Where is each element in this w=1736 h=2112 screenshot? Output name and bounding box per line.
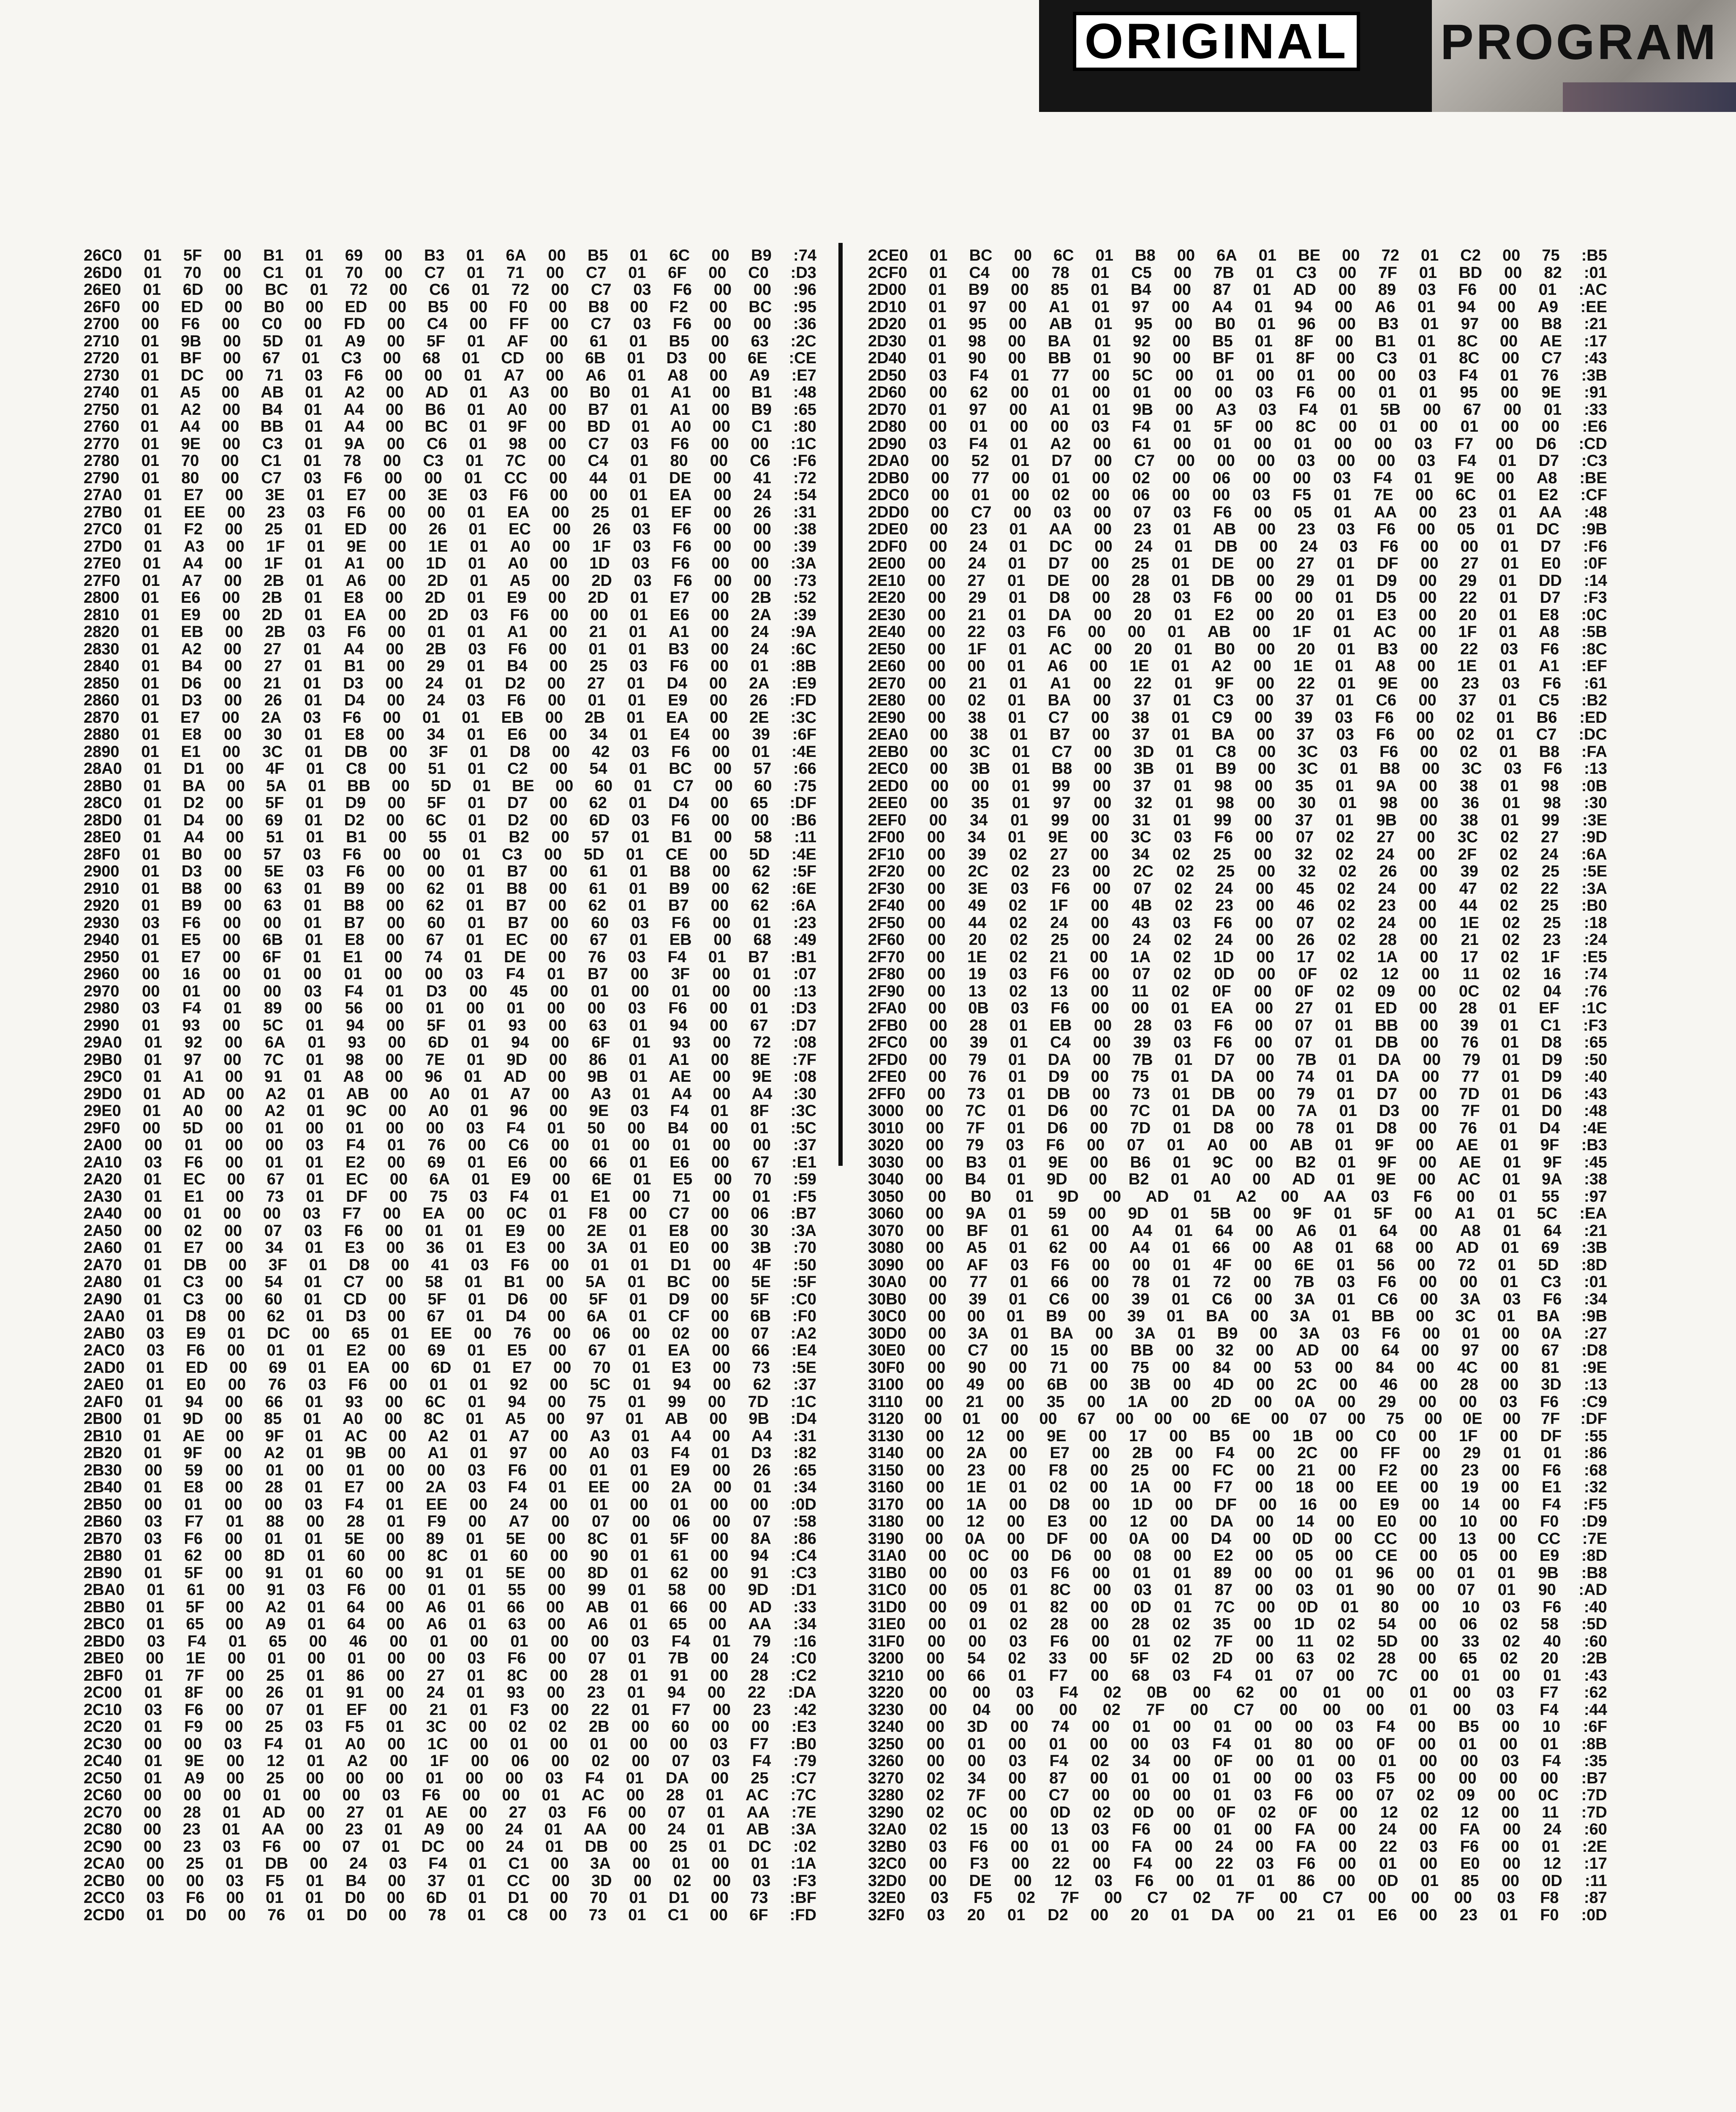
hex-row: 29C0 01 A1 00 91 01 A8 00 96 01 AD 00 9B 01 AE 00 9E :08: [84, 1068, 816, 1086]
hex-row: 2EB0 00 3C 01 C7 00 3D 01 C8 00 3C 03 F6 00 02 01 B8 :FA: [868, 743, 1607, 761]
hex-row: 2E60 00 00 01 A6 00 1E 01 A2 00 1E 01 A8 00 1E 01 A1 :EF: [868, 657, 1607, 675]
hex-row: 2E40 00 22 03 F6 00 00 01 AB 00 1F 01 AC 00 1F 01 A8 :5B: [868, 623, 1607, 641]
hex-row: 2790 01 80 00 C7 03 F6 00 00 01 CC 00 44 01 DE 00 41 :72: [84, 469, 816, 487]
original-label-box: [1073, 12, 1360, 71]
hex-row: 2B50 00 01 00 00 03 F4 01 EE 00 24 00 01 00 01 00 00 :0D: [84, 1495, 816, 1513]
hex-row: 2CF0 01 C4 00 78 01 C5 00 7B 01 C3 00 7F 01 BD 00 82 :01: [868, 264, 1607, 282]
hex-row: 2B60 03 F7 01 88 00 28 01 F9 00 A7 00 07 00 06 00 07 :58: [84, 1513, 816, 1530]
hex-row: 2A70 01 DB 00 3F 01 D8 00 41 03 F6 00 01 01 D1 00 4F :50: [84, 1256, 816, 1274]
hex-row: 2810 01 E9 00 2D 01 EA 00 2D 03 F6 00 00 01 E6 00 2A :39: [84, 606, 816, 624]
hex-row: 2FE0 00 76 01 D9 00 75 01 DA 00 74 01 DA 00 77 01 D9 :40: [868, 1068, 1607, 1086]
hex-row: 2F10 00 39 02 27 00 34 02 25 00 32 02 24 00 2F 02 24 :6A: [868, 845, 1607, 863]
hex-row: 2D50 03 F4 01 77 00 5C 00 01 00 01 00 00 03 F4 01 76 :3B: [868, 366, 1607, 384]
hex-row: 31B0 00 00 03 F6 00 01 01 89 00 00 01 96 00 01 01 9B :B8: [868, 1564, 1607, 1582]
hex-row: 2CE0 01 BC 00 6C 01 B8 00 6A 01 BE 00 72 01 C2 00 75 :B5: [868, 247, 1607, 264]
hex-row: 2AA0 01 D8 00 62 01 D3 00 67 01 D4 00 6A 01 CF 00 6B :F0: [84, 1307, 816, 1325]
hex-row: 2880 01 E8 00 30 01 E8 00 34 01 E6 00 34 01 E4 00 39 :6F: [84, 726, 816, 743]
hex-row: 28C0 01 D2 00 5F 01 D9 00 5F 01 D7 00 62 01 D4 00 65 :DF: [84, 794, 816, 812]
hex-row: 2E50 00 1F 01 AC 00 20 01 B0 00 20 01 B3 00 22 03 F6 :8C: [868, 640, 1607, 658]
hex-row: 2FB0 00 28 01 EB 00 28 03 F6 00 07 01 BB 00 39 01 C1 :F3: [868, 1016, 1607, 1034]
hex-row: 2F40 00 49 02 1F 00 4B 02 23 00 46 02 23 00 44 02 25 :B0: [868, 897, 1607, 914]
hex-row: 3040 00 B4 01 9D 00 B2 01 A0 00 AD 01 9E 00 AC 01 9A :38: [868, 1170, 1607, 1188]
hex-row: 2F30 00 3E 03 F6 00 07 02 24 00 45 02 24 00 47 02 22 :3A: [868, 879, 1607, 898]
hex-row: 2F80 00 19 03 F6 00 07 02 0D 00 0F 02 12 00 11 02 16 :74: [868, 965, 1607, 983]
hex-row: 3000 00 7C 01 D6 00 7C 01 DA 00 7A 01 D3 00 7F 01 D0 :48: [868, 1102, 1607, 1120]
hex-row: 2EF0 00 34 01 99 00 31 01 99 00 37 01 9B 00 38 01 99 :3E: [868, 811, 1607, 829]
hex-row: 2750 01 A2 00 B4 01 A4 00 B6 01 A0 00 B7 01 A1 00 B9 :65: [84, 400, 816, 419]
original-label: ORIGINAL: [1084, 14, 1349, 69]
hex-row: 3150 00 23 00 F8 00 25 00 FC 00 21 00 F2 00 23 00 F6 :68: [868, 1461, 1607, 1479]
hex-row: 3170 00 1A 00 D8 00 1D 00 DF 00 16 00 E9 00 14 00 F4 :F5: [868, 1495, 1607, 1513]
hex-row: 26F0 00 ED 00 B0 00 ED 00 B5 00 F0 00 B8 00 F2 00 BC :95: [84, 298, 816, 316]
hex-row: 2A50 00 02 00 07 03 F6 00 01 01 E9 00 2E 01 E8 00 30 :3A: [84, 1222, 816, 1240]
hex-row: 2DC0 00 01 00 02 00 06 00 00 03 F5 01 7E 00 6C 01 E2 :CF: [868, 486, 1607, 504]
hex-row: 2EA0 00 38 01 B7 00 37 01 BA 00 37 03 F6 00 02 01 C7 :DC: [868, 726, 1607, 743]
hex-row: 2940 01 E5 00 6B 01 E8 00 67 01 EC 00 67 01 EB 00 68 :49: [84, 931, 816, 949]
hex-row: 2E00 00 24 01 D7 00 25 01 DE 00 27 01 DF 00 27 01 E0 :0F: [868, 555, 1607, 572]
hex-row: 2710 01 9B 00 5D 01 A9 00 5F 01 AF 00 61 01 B5 00 63 :2C: [84, 332, 816, 350]
hex-row: 2AF0 01 94 00 66 01 93 00 6C 01 94 00 75 01 99 00 7D :1C: [84, 1393, 816, 1411]
hex-row: 2850 01 D6 00 21 01 D3 00 24 01 D2 00 27 01 D4 00 2A :E9: [84, 674, 816, 692]
hex-row: 2BB0 01 5F 00 A2 01 64 00 A6 01 66 00 AB 01 66 00 AD :33: [84, 1598, 816, 1616]
hex-row: 27C0 01 F2 00 25 01 ED 00 26 01 EC 00 26 03 F6 00 00 :38: [84, 520, 816, 538]
hex-row: 2820 01 EB 00 2B 03 F6 00 01 01 A1 00 21 01 A1 00 24 :9A: [84, 623, 816, 641]
hex-row: 30F0 00 90 00 71 00 75 00 84 00 53 00 84 00 4C 00 81 :9E: [868, 1358, 1607, 1377]
hex-row: 32E0 03 F5 02 7F 00 C7 02 7F 00 C7 00 00 00 03 F8 :87: [868, 1889, 1607, 1907]
hex-row: 2DA0 00 52 01 D7 00 C7 00 00 00 03 00 00 03 F4 01 D7 :C3: [868, 452, 1607, 470]
hex-row: 2830 01 A2 00 27 01 A4 00 2B 03 F6 00 01 01 B3 00 24 :6C: [84, 640, 816, 658]
hex-row: 3240 00 3D 00 74 00 01 00 01 00 00 03 F4 00 B5 00 10 :6F: [868, 1718, 1607, 1736]
hex-row: 2780 01 70 00 C1 01 78 00 C3 01 7C 00 C4 01 80 00 C6 :F6: [84, 452, 816, 470]
hex-row: 2F60 00 20 02 25 00 24 02 24 00 26 02 28 00 21 02 23 :24: [868, 931, 1607, 949]
hex-row: 2D70 01 97 00 A1 01 9B 00 A3 03 F4 01 5B 00 67 00 01 :33: [868, 400, 1607, 419]
hex-row: 32F0 03 20 01 D2 00 20 01 DA 00 21 01 E6 00 23 01 F0 :0D: [868, 1906, 1607, 1924]
hex-row: 2F20 00 2C 02 23 00 2C 02 25 00 32 02 26 00 39 02 25 :5E: [868, 863, 1607, 880]
hex-row: 2EC0 00 3B 01 B8 00 3B 01 B9 00 3C 01 B8 00 3C 03 F6 :13: [868, 760, 1607, 778]
hex-row: 3070 00 BF 01 61 00 A4 01 64 00 A6 01 64 00 A8 01 64 :21: [868, 1222, 1607, 1240]
hex-listing-right-column: [868, 247, 1607, 1924]
hex-row: 3140 00 2A 00 E7 00 2B 00 F4 00 2C 00 FF 00 29 01 01 :86: [868, 1444, 1607, 1462]
hex-row: 2F90 00 13 02 13 00 11 02 0F 00 0F 02 09 00 0C 02 04 :76: [868, 982, 1607, 1000]
hex-row: 3190 00 0A 00 DF 00 0A 00 D4 00 0D 00 CC 00 13 00 CC :7E: [868, 1530, 1607, 1548]
hex-row: 2D40 01 90 00 BB 01 90 00 BF 01 8F 00 C3 01 8C 00 C7 :43: [868, 349, 1607, 367]
hex-row: 2CD0 01 D0 00 76 01 D0 00 78 01 C8 00 73 01 C1 00 6F :FD: [84, 1906, 816, 1924]
hex-row: 28E0 01 A4 00 51 01 B1 00 55 01 B2 00 57 01 B1 00 58 :11: [84, 828, 816, 846]
hex-row: 2C50 01 A9 00 25 00 00 00 01 00 00 03 F4 01 DA 00 25 :C7: [84, 1769, 816, 1787]
hex-row: 2E80 00 02 01 BA 00 37 01 C3 00 37 01 C6 00 37 01 C5 :B2: [868, 691, 1607, 709]
hex-row: 3100 00 49 00 6B 00 3B 00 4D 00 2C 00 46 00 28 00 3D :13: [868, 1376, 1607, 1393]
hex-row: 2ED0 00 00 01 99 00 37 01 98 00 35 01 9A 00 38 01 98 :0B: [868, 777, 1607, 795]
hex-row: 31D0 00 09 01 82 00 0D 01 7C 00 0D 01 80 00 10 03 F6 :40: [868, 1598, 1607, 1616]
hex-row: 2FC0 00 39 01 C4 00 39 03 F6 00 07 01 DB 00 76 01 D8 :65: [868, 1034, 1607, 1051]
hex-row: 2930 03 F6 00 00 01 B7 00 60 01 B7 00 60 03 F6 00 01 :23: [84, 914, 816, 932]
hex-row: 2910 01 B8 00 63 01 B9 00 62 01 B8 00 61 01 B9 00 62 :6E: [84, 879, 816, 898]
hex-row: 2C90 00 23 03 F6 00 07 01 DC 00 24 01 DB 00 25 01 DC :02: [84, 1837, 816, 1856]
hex-row: 31A0 00 0C 00 D6 00 08 00 E2 00 05 00 CE 00 05 00 E9 :8D: [868, 1547, 1607, 1565]
hex-row: 2FD0 00 79 01 DA 00 7B 01 D7 00 7B 01 DA 00 79 01 D9 :50: [868, 1051, 1607, 1069]
hex-row: 3270 02 34 00 87 00 01 00 01 00 00 03 F5 00 00 00 00 :B7: [868, 1769, 1607, 1787]
hex-row: 2DD0 00 C7 00 03 00 07 03 F6 00 05 01 AA 00 23 01 AA :48: [868, 503, 1607, 521]
hex-row: 3010 00 7F 01 D6 00 7D 01 D8 00 78 01 D8 00 76 01 D4 :4E: [868, 1119, 1607, 1137]
hex-row: 2C70 00 28 01 AD 00 27 01 AE 00 27 03 F6 00 07 01 AA :7E: [84, 1803, 816, 1821]
hex-row: 2A10 03 F6 00 01 01 E2 00 69 01 E6 00 66 01 E6 00 67 :E1: [84, 1153, 816, 1171]
hex-row: 2980 03 F4 01 89 00 56 00 01 00 01 00 00 03 F6 00 01 :D3: [84, 999, 816, 1017]
hex-row: 30C0 00 00 01 B9 00 39 01 BA 00 3A 01 BB 00 3C 01 BA :9B: [868, 1307, 1607, 1325]
hex-row: 30E0 00 C7 00 15 00 BB 00 32 00 AD 00 64 00 97 00 67 :D8: [868, 1342, 1607, 1359]
hex-row: 3220 00 00 03 F4 02 0B 00 62 00 01 00 01 00 03 F7 :62: [868, 1684, 1607, 1701]
hex-row: 2FA0 00 0B 03 F6 00 00 01 EA 00 27 01 ED 00 28 01 EF :1C: [868, 999, 1607, 1017]
hex-row: 2E20 00 29 01 D8 00 28 03 F6 00 00 01 D5 00 22 01 D7 :F3: [868, 589, 1607, 607]
hex-row: 2A90 01 C3 00 60 01 CD 00 5F 01 D6 00 5F 01 D9 00 5F :C0: [84, 1290, 816, 1308]
hex-row: 2970 00 01 00 00 03 F4 01 D3 00 45 00 01 00 01 00 00 :13: [84, 982, 816, 1000]
hex-row: 3280 02 7F 00 C7 00 00 00 01 03 F6 00 07 02 09 00 0C :7D: [868, 1786, 1607, 1804]
hex-row: 3080 00 A5 01 62 00 A4 01 66 00 A8 01 68 00 AD 01 69 :3B: [868, 1239, 1607, 1257]
hex-row: 3030 00 B3 01 9E 00 B6 01 9C 00 B2 01 9F 00 AE 01 9F :45: [868, 1153, 1607, 1171]
hex-row: 2B70 03 F6 00 01 01 5E 00 89 01 5E 00 8C 01 5F 00 8A :86: [84, 1530, 816, 1548]
hex-row: 3060 00 9A 01 59 00 9D 01 5B 00 9F 01 5F 00 A1 01 5C :EA: [868, 1205, 1607, 1222]
hex-row: 2BD0 03 F4 01 65 00 46 00 01 00 01 00 00 03 F4 01 79 :16: [84, 1632, 816, 1650]
hex-row: 27B0 01 EE 00 23 03 F6 00 00 01 EA 00 25 01 EF 00 26 :31: [84, 503, 816, 521]
hex-row: 2C60 00 00 00 01 00 00 03 F6 00 00 01 AC 00 28 01 AC :7C: [84, 1786, 816, 1804]
hex-row: 2E70 00 21 01 A1 00 22 01 9F 00 22 01 9E 00 23 03 F6 :61: [868, 674, 1607, 692]
hex-row: 2800 01 E6 00 2B 01 E8 00 2D 01 E9 00 2D 01 E7 00 2B :52: [84, 589, 816, 607]
hex-row: 3230 00 04 00 00 02 7F 00 C7 00 00 00 01 00 03 F4 :44: [868, 1701, 1607, 1719]
hex-row: 3250 00 01 00 01 00 00 03 F4 01 80 00 0F 00 01 00 01 :8B: [868, 1735, 1607, 1753]
hex-row: 29B0 01 97 00 7C 01 98 00 7E 01 9D 00 86 01 A1 00 8E :7F: [84, 1051, 816, 1069]
hex-row: 2F50 00 44 02 24 00 43 03 F6 00 07 02 24 00 1E 02 25 :18: [868, 914, 1607, 932]
hex-row: 2960 00 16 00 01 00 01 00 00 03 F4 01 B7 00 3F 00 01 :07: [84, 965, 816, 983]
hex-row: 2B80 01 62 00 8D 01 60 00 8C 01 60 00 90 01 61 00 94 :C4: [84, 1547, 816, 1565]
hex-row: 32B0 03 F6 00 01 00 FA 00 24 00 FA 00 22 03 F6 00 01 :2E: [868, 1837, 1607, 1856]
hex-row: 29E0 01 A0 00 A2 01 9C 00 A0 01 96 00 9E 03 F4 01 8F :3C: [84, 1102, 816, 1120]
program-label: PROGRAM: [1440, 14, 1719, 70]
hex-row: 30A0 00 77 01 66 00 78 01 72 00 7B 03 F6 00 00 01 C3 :01: [868, 1273, 1607, 1291]
hex-row: 2B40 01 E8 00 28 01 E7 00 2A 03 F4 01 EE 00 2A 00 01 :34: [84, 1478, 816, 1496]
hex-row: 2CC0 03 F6 00 01 01 D0 00 6D 01 D1 00 70 01 D1 00 73 :BF: [84, 1889, 816, 1907]
hex-row: 3050 00 B0 01 9D 00 AD 01 A2 00 AA 03 F6 00 01 55 :97: [868, 1187, 1607, 1206]
hex-row: 2DF0 00 24 01 DC 00 24 01 DB 00 24 03 F6 00 00 01 D7 :F6: [868, 537, 1607, 555]
hex-row: 2A40 00 01 00 00 03 F7 00 EA 00 0C 01 F8 00 C7 00 06 :B7: [84, 1205, 816, 1222]
hex-row: 2AB0 03 E9 01 DC 00 65 01 EE 00 76 00 06 00 02 00 07 :A2: [84, 1324, 816, 1342]
hex-row: 2700 00 F6 00 C0 00 FD 00 C4 00 FF 00 C7 03 F6 00 00 :36: [84, 315, 816, 333]
hex-row: 2E30 00 21 01 DA 00 20 01 E2 00 20 01 E3 00 20 01 E8 :0C: [868, 606, 1607, 624]
hex-row: 2840 01 B4 00 27 01 B1 00 29 01 B4 00 25 03 F6 00 01 :8B: [84, 657, 816, 675]
hex-row: 2B20 01 9F 00 A2 01 9B 00 A1 01 97 00 A0 03 F4 01 D3 :82: [84, 1444, 816, 1462]
hex-row: 3110 00 21 00 35 00 1A 00 2D 00 0A 00 29 00 00 03 F6 :C9: [868, 1393, 1607, 1411]
hex-row: 2730 01 DC 00 71 03 F6 00 00 01 A7 00 A6 01 A8 00 A9 :E7: [84, 366, 816, 384]
hex-row: 2C40 01 9E 00 12 01 A2 00 1F 00 06 00 02 00 07 03 F4 :79: [84, 1752, 816, 1770]
hex-row: 2F00 00 34 01 9E 00 3C 03 F6 00 07 02 27 00 3C 02 27 :9D: [868, 828, 1607, 846]
hex-row: 2E90 00 38 01 C7 00 38 01 C9 00 39 03 F6 00 02 01 B6 :ED: [868, 708, 1607, 727]
hex-row: 3130 00 12 00 9E 00 17 00 B5 00 1B 00 C0 00 1F 00 DF :55: [868, 1427, 1607, 1445]
hex-row: 2DB0 00 77 00 01 00 02 00 06 00 00 03 F4 01 9E 00 A8 :BE: [868, 469, 1607, 487]
hex-row: 2890 01 E1 00 3C 01 DB 00 3F 01 D8 00 42 03 F6 00 01 :4E: [84, 743, 816, 761]
hex-row: 2860 01 D3 00 26 01 D4 00 24 03 F6 00 01 01 E9 00 26 :FD: [84, 691, 816, 709]
hex-row: 2B00 01 9D 00 85 01 A0 00 8C 01 A5 00 97 01 AB 00 9B :D4: [84, 1410, 816, 1428]
hex-row: 29F0 00 5D 00 01 00 01 00 00 03 F4 01 50 00 B4 00 01 :5C: [84, 1119, 816, 1137]
hex-row: 2990 01 93 00 5C 01 94 00 5F 01 93 00 63 01 94 00 67 :D7: [84, 1016, 816, 1034]
hex-row: 2E10 00 27 01 DE 00 28 01 DB 00 29 01 D9 00 29 01 DD :14: [868, 572, 1607, 590]
hex-row: 2D60 00 62 00 01 00 01 00 00 03 F6 00 01 01 95 00 9E :91: [868, 384, 1607, 401]
hex-row: 2D90 03 F4 01 A2 00 61 00 01 00 01 00 00 03 F7 00 D6 :CD: [868, 435, 1607, 453]
hex-row: 28A0 01 D1 00 4F 01 C8 00 51 01 C2 00 54 01 BC 00 57 :66: [84, 760, 816, 778]
hex-listing-left-column: [84, 247, 816, 1924]
hex-row: 2B30 00 59 00 01 00 01 00 00 03 F6 00 01 01 E9 00 26 :65: [84, 1461, 816, 1479]
hex-row: 3020 00 79 03 F6 00 07 01 A0 00 AB 01 9F 00 AE 01 9F :B3: [868, 1136, 1607, 1154]
hex-row: 28F0 01 B0 00 57 03 F6 00 00 01 C3 00 5D 01 CE 00 5D :4E: [84, 845, 816, 863]
column-divider: [838, 243, 843, 1166]
hex-row: 2DE0 00 23 01 AA 00 23 01 AB 00 23 03 F6 00 05 01 DC :9B: [868, 520, 1607, 538]
hex-row: 2950 01 E7 00 6F 01 E1 00 74 01 DE 00 76 03 F4 01 B7 :B1: [84, 948, 816, 966]
hex-row: 26E0 01 6D 00 BC 01 72 00 C6 01 72 00 C7 03 F6 00 00 :96: [84, 281, 816, 299]
hex-row: 27F0 01 A7 00 2B 01 A6 00 2D 01 A5 00 2D 03 F6 00 00 :73: [84, 572, 816, 590]
hex-row: 3200 00 54 02 33 00 5F 02 2D 00 63 02 28 00 65 02 20 :2B: [868, 1649, 1607, 1667]
hex-row: 2740 01 A5 00 AB 01 A2 00 AD 01 A3 00 B0 01 A1 00 B1 :48: [84, 384, 816, 401]
header-accent-strip: [1563, 82, 1736, 112]
hex-row: 2AC0 03 F6 00 01 01 E2 00 69 01 E5 00 67 01 EA 00 66 :E4: [84, 1342, 816, 1359]
hex-row: 2BE0 00 1E 00 01 00 01 00 00 03 F6 00 07 01 7B 00 24 :C0: [84, 1649, 816, 1667]
hex-row: 2A80 01 C3 00 54 01 C7 00 58 01 B1 00 5A 01 BC 00 5E :5F: [84, 1273, 816, 1291]
hex-row: 27A0 01 E7 00 3E 01 E7 00 3E 03 F6 00 00 01 EA 00 24 :54: [84, 486, 816, 504]
hex-row: 30B0 00 39 01 C6 00 39 01 C6 00 3A 01 C6 00 3A 03 F6 :34: [868, 1290, 1607, 1308]
hex-row: 2CB0 00 00 03 F5 01 B4 00 37 01 CC 00 3D 00 02 00 03 :F3: [84, 1872, 816, 1890]
hex-row: 29D0 01 AD 00 A2 01 AB 00 A0 01 A7 00 A3 01 A4 00 A4 :30: [84, 1085, 816, 1103]
hex-row: 31C0 00 05 01 8C 00 03 01 87 00 03 01 90 00 07 01 90 :AD: [868, 1581, 1607, 1599]
hex-row: 2770 01 9E 00 C3 01 9A 00 C6 01 98 00 C7 03 F6 00 00 :1C: [84, 435, 816, 453]
hex-row: 26C0 01 5F 00 B1 01 69 00 B3 01 6A 00 B5 01 6C 00 B9 :74: [84, 247, 816, 264]
hex-row: 2A60 01 E7 00 34 01 E3 00 36 01 E3 00 3A 01 E0 00 3B :70: [84, 1239, 816, 1257]
hex-row: 31E0 00 01 02 28 00 28 02 35 00 1D 02 54 00 06 02 58 :5D: [868, 1615, 1607, 1633]
hex-row: 2F70 00 1E 02 21 00 1A 02 1D 00 17 02 1A 00 17 02 1F :E5: [868, 948, 1607, 966]
hex-row: 2BA0 01 61 00 91 03 F6 00 01 01 55 00 99 01 58 00 9D :D1: [84, 1581, 816, 1599]
hex-row: 32C0 00 F3 00 22 00 F4 00 22 03 F6 00 01 00 E0 00 12 :17: [868, 1855, 1607, 1872]
hex-row: 28B0 01 BA 00 5A 01 BB 00 5D 01 BE 00 60 01 C7 00 60 :75: [84, 777, 816, 795]
hex-row: 2FF0 00 73 01 DB 00 73 01 DB 00 79 01 D7 00 7D 01 D6 :43: [868, 1085, 1607, 1103]
hex-row: 2D10 01 97 00 A1 01 97 00 A4 01 94 00 A6 01 94 00 A9 :EE: [868, 298, 1607, 316]
hex-row: 2D20 01 95 00 AB 01 95 00 B0 01 96 00 B3 01 97 00 B8 :21: [868, 315, 1607, 333]
hex-row: 3180 00 12 00 E3 00 12 00 DA 00 14 00 E0 00 10 00 F0 :D9: [868, 1513, 1607, 1530]
hex-row: 2BC0 01 65 00 A9 01 64 00 A6 01 63 00 A6 01 65 00 AA :34: [84, 1615, 816, 1633]
hex-row: 2C00 01 8F 00 26 01 91 00 24 01 93 00 23 01 94 00 22 :DA: [84, 1684, 816, 1701]
hex-row: 3160 00 1E 01 02 00 1A 00 F7 00 18 00 EE 00 19 00 E1 :32: [868, 1478, 1607, 1496]
hex-row: 2BF0 01 7F 00 25 01 86 00 27 01 8C 00 28 01 91 00 28 :C2: [84, 1666, 816, 1685]
hex-row: 2B10 01 AE 00 9F 01 AC 00 A2 01 A7 00 A3 01 A4 00 A4 :31: [84, 1427, 816, 1445]
hex-row: 2B90 01 5F 00 91 01 60 00 91 01 5E 00 8D 01 62 00 91 :C3: [84, 1564, 816, 1582]
hex-row: 2900 01 D3 00 5E 03 F6 00 00 01 B7 00 61 01 B8 00 62 :5F: [84, 863, 816, 880]
hex-row: 2D80 00 01 00 00 03 F4 01 5F 00 8C 00 01 00 01 00 00 :E6: [868, 418, 1607, 435]
hex-row: 3260 00 00 03 F4 02 34 00 0F 00 01 00 01 00 00 03 F4 :35: [868, 1752, 1607, 1770]
hex-row: 2760 01 A4 00 BB 01 A4 00 BC 01 9F 00 BD 01 A0 00 C1 :80: [84, 418, 816, 435]
hex-row: 2AE0 01 E0 00 76 03 F6 00 01 01 92 00 5C 01 94 00 62 :37: [84, 1376, 816, 1393]
hex-row: 3210 00 66 01 F7 00 68 03 F4 01 07 00 7C 00 01 00 01 :43: [868, 1666, 1607, 1685]
hex-row: 32D0 00 DE 00 12 03 F6 00 01 01 86 00 0D 01 85 00 0D :11: [868, 1872, 1607, 1890]
hex-row: 2AD0 01 ED 00 69 01 EA 00 6D 01 E7 00 70 01 E3 00 73 :5E: [84, 1358, 816, 1377]
hex-row: 3290 02 0C 00 0D 02 0D 00 0F 02 0F 00 12 02 12 00 11 :7D: [868, 1803, 1607, 1821]
hex-row: 27E0 01 A4 00 1F 01 A1 00 1D 01 A0 00 1D 03 F6 00 00 :3A: [84, 555, 816, 572]
hex-row: 2C10 03 F6 00 07 01 EF 00 21 01 F3 00 22 01 F7 00 23 :42: [84, 1701, 816, 1719]
hex-row: 2D30 01 98 00 BA 01 92 00 B5 01 8F 00 B1 01 8C 00 AE :17: [868, 332, 1607, 350]
hex-row: 2720 01 BF 00 67 01 C3 00 68 01 CD 00 6B 01 D3 00 6E :CE: [84, 349, 816, 367]
hex-row: 2EE0 00 35 01 97 00 32 01 98 00 30 01 98 00 36 01 98 :30: [868, 794, 1607, 812]
hex-row: 32A0 02 15 00 13 03 F6 00 01 00 FA 00 24 00 FA 00 24 :60: [868, 1821, 1607, 1838]
hex-row: 28D0 01 D4 00 69 01 D2 00 6C 01 D2 00 6D 03 F6 00 00 :B6: [84, 811, 816, 829]
hex-row: 2CA0 00 25 01 DB 00 24 03 F4 01 C1 00 3A 00 01 00 01 :1A: [84, 1855, 816, 1872]
hex-row: 2A00 00 01 00 00 03 F4 01 76 00 C6 00 01 00 01 00 00 :37: [84, 1136, 816, 1154]
hex-row: 29A0 01 92 00 6A 01 93 00 6D 01 94 00 6F 01 93 00 72 :08: [84, 1034, 816, 1051]
hex-row: 27D0 01 A3 00 1F 01 9E 00 1E 01 A0 00 1F 03 F6 00 00 :39: [84, 537, 816, 555]
hex-row: 2920 01 B9 00 63 01 B8 00 62 01 B7 00 62 01 B7 00 62 :6A: [84, 897, 816, 914]
hex-row: 2870 01 E7 00 2A 03 F6 00 01 01 EB 00 2B 01 EA 00 2E :3C: [84, 708, 816, 727]
hex-row: 2C20 01 F9 00 25 03 F5 01 3C 00 02 02 2B 00 60 00 00 :E3: [84, 1718, 816, 1736]
hex-row: 30D0 00 3A 01 BA 00 3A 01 B9 00 3A 03 F6 00 01 00 0A :27: [868, 1324, 1607, 1342]
hex-row: 2D00 01 B9 00 85 01 B4 00 87 01 AD 00 89 03 F6 00 01 :AC: [868, 281, 1607, 299]
hex-row: 3120 00 01 00 00 67 00 00 00 6E 00 07 00 75 00 0E 00 7F :DF: [868, 1410, 1607, 1428]
hex-row: 2A30 01 E1 00 73 01 DF 00 75 03 F4 01 E1 00 71 00 01 :F5: [84, 1187, 816, 1206]
hex-row: 2C80 00 23 01 AA 00 23 01 A9 00 24 01 AA 00 24 01 AB :3A: [84, 1821, 816, 1838]
hex-row: 26D0 01 70 00 C1 01 70 00 C7 01 71 00 C7 01 6F 00 C0 :D3: [84, 264, 816, 282]
hex-row: 31F0 00 00 03 F6 00 01 02 7F 00 11 02 5D 00 33 02 40 :60: [868, 1632, 1607, 1650]
hex-row: 2C30 00 00 03 F4 01 A0 00 1C 00 01 00 01 00 00 03 F7 :B0: [84, 1735, 816, 1753]
hex-row: 3090 00 AF 03 F6 00 00 01 4F 00 6E 01 56 00 72 01 5D :8D: [868, 1256, 1607, 1274]
hex-row: 2A20 01 EC 00 67 01 EC 00 6A 01 E9 00 6E 01 E5 00 70 :59: [84, 1170, 816, 1188]
